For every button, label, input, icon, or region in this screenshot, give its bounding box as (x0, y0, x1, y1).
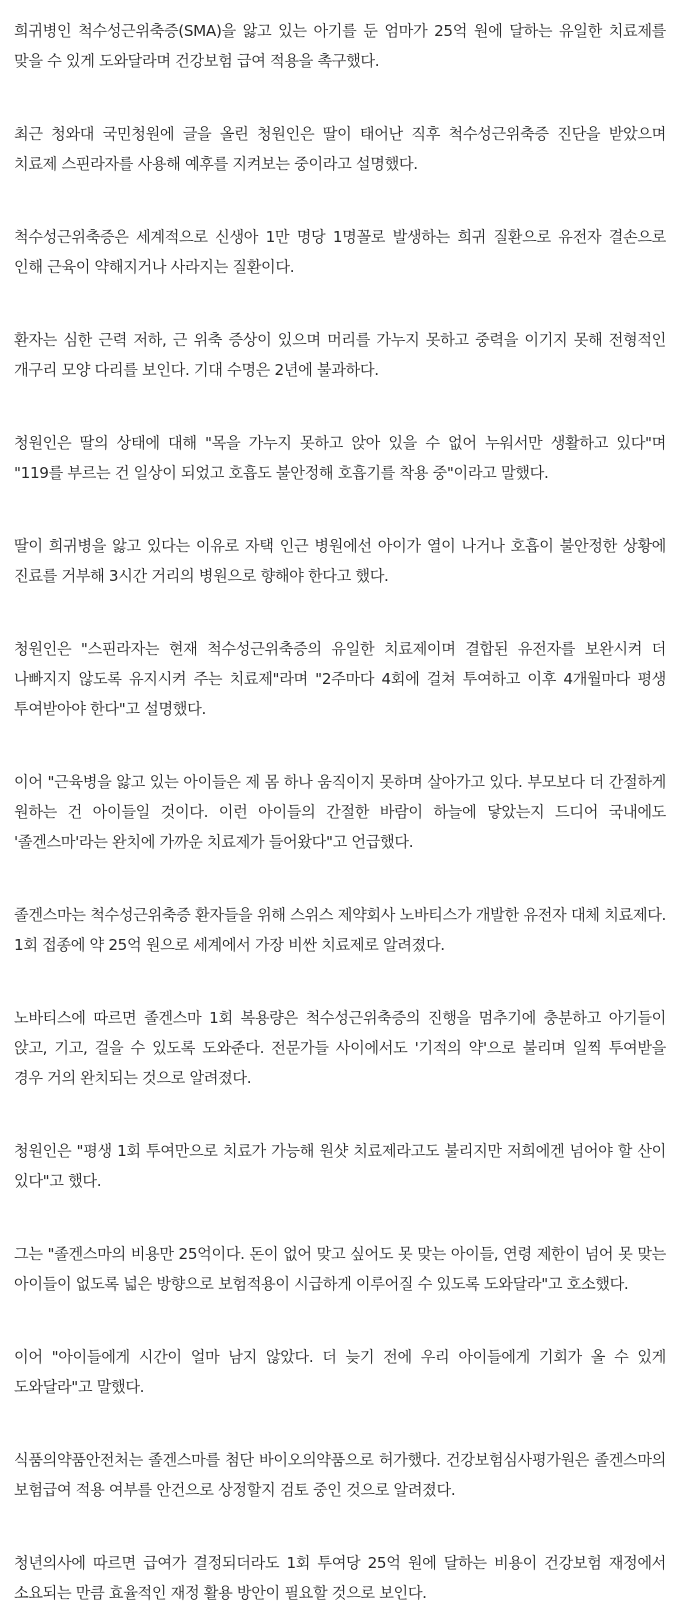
article-paragraph: 청원인은 "스핀라자는 현재 척수성근위축증의 유일한 치료제이며 결합된 유전자를 보완시켜 더 나빠지지 않도록 유지시켜 주는 치료제"라며 "2주마다 4회에 걸쳐 투여하고 이후 4개월마다 평생 투여받아야 한다"고 설명했다. (14, 640, 666, 718)
article-paragraph: 식품의약품안전처는 졸겐스마를 첨단 바이오의약품으로 허가했다. 건강보험심사평가원은 졸겐스마의 보험급여 적용 여부를 안건으로 상정할지 검토 중인 것으로 알려졌다. (14, 1451, 666, 1499)
article-paragraph: 청년의사에 따르면 급여가 결정되더라도 1회 투여당 25억 원에 달하는 비용이 건강보험 재정에서 소요되는 만큼 효율적인 재정 활용 방안이 필요할 것으로 보인다. (14, 1554, 666, 1602)
article-paragraph: 최근 청와대 국민청원에 글을 올린 청원인은 딸이 태어난 직후 척수성근위축증 진단을 받았으며 치료제 스핀라자를 사용해 예후를 지켜보는 중이라고 설명했다. (14, 125, 666, 173)
article-body (14, 16, 666, 1608)
article-paragraph: 딸이 희귀병을 앓고 있다는 이유로 자택 인근 병원에선 아이가 열이 나거나 호흡이 불안정한 상황에 진료를 거부해 3시간 거리의 병원으로 향해야 한다고 했다. (14, 537, 666, 585)
article-paragraph: 척수성근위축증은 세계적으로 신생아 1만 명당 1명꼴로 발생하는 희귀 질환으로 유전자 결손으로 인해 근육이 약해지거나 사라지는 질환이다. (14, 228, 666, 276)
article-paragraph: 청원인은 딸의 상태에 대해 "목을 가누지 못하고 앉아 있을 수 없어 누워서만 생활하고 있다"며 "119를 부르는 건 일상이 되었고 호흡도 불안정해 호흡기를 착용 중"이라고 말했다. (14, 434, 666, 482)
article-paragraph: 환자는 심한 근력 저하, 근 위축 증상이 있으며 머리를 가누지 못하고 중력을 이기지 못해 전형적인 개구리 모양 다리를 보인다. 기대 수명은 2년에 불과하다. (14, 331, 666, 379)
article-paragraph: 청원인은 "평생 1회 투여만으로 치료가 가능해 원샷 치료제라고도 불리지만 저희에겐 넘어야 할 산이 있다"고 했다. (14, 1142, 666, 1190)
article-paragraph: 이어 "아이들에게 시간이 얼마 남지 않았다. 더 늦기 전에 우리 아이들에게 기회가 올 수 있게 도와달라"고 말했다. (14, 1348, 666, 1396)
article-paragraph: 이어 "근육병을 앓고 있는 아이들은 제 몸 하나 움직이지 못하며 살아가고 있다. 부모보다 더 간절하게 원하는 건 아이들일 것이다. 이런 아이들의 간절한 바람이 하늘에 닿았는지 드디어 국내에도 '졸겐스마'라는 완치에 가까운 치료제가 들어왔다"고 언급했다. (14, 773, 666, 851)
article-paragraph: 희귀병인 척수성근위축증(SMA)을 앓고 있는 아기를 둔 엄마가 25억 원에 달하는 유일한 치료제를 맞을 수 있게 도와달라며 건강보험 급여 적용을 촉구했다. (14, 22, 666, 70)
article-paragraph: 졸겐스마는 척수성근위축증 환자들을 위해 스위스 제약회사 노바티스가 개발한 유전자 대체 치료제다. 1회 접종에 약 25억 원으로 세계에서 가장 비싼 치료제로 알려졌다. (14, 906, 666, 954)
article-paragraph: 노바티스에 따르면 졸겐스마 1회 복용량은 척수성근위축증의 진행을 멈추기에 충분하고 아기들이 앉고, 기고, 걸을 수 있도록 도와준다. 전문가들 사이에서도 '기적의 약'으로 불리며 일찍 투여받을 경우 거의 완치되는 것으로 알려졌다. (14, 1009, 666, 1087)
article-paragraph: 그는 "졸겐스마의 비용만 25억이다. 돈이 없어 맞고 싶어도 못 맞는 아이들, 연령 제한이 넘어 못 맞는 아이들이 없도록 넓은 방향으로 보험적용이 시급하게 이루어질 수 있도록 도와달라"고 호소했다. (14, 1245, 666, 1293)
